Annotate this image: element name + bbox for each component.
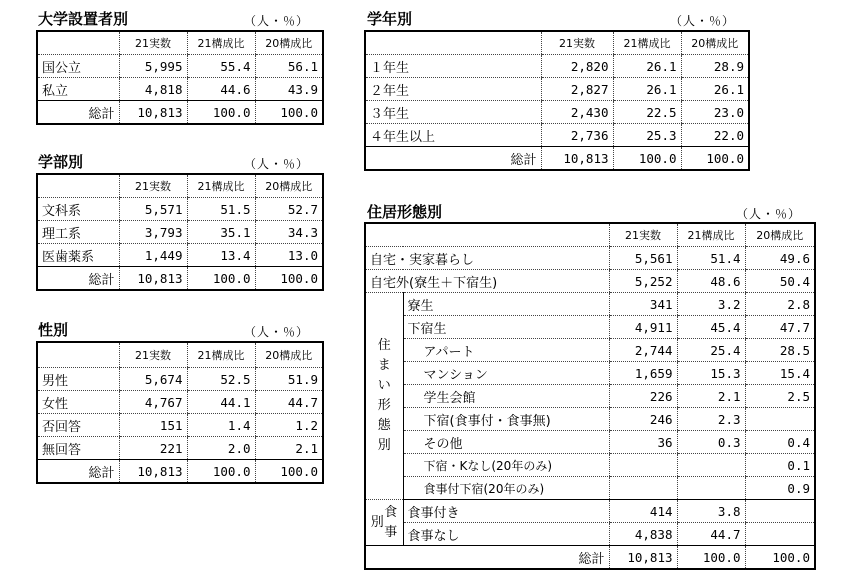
table-row: 理工系 3,793 35.1 34.3 — [37, 221, 323, 244]
header-row: 21実数 21構成比 20構成比 — [365, 31, 749, 55]
table-row: 下宿(食事付・食事無) 246 2.3 — [365, 408, 815, 431]
total-row: 総計 10,813 100.0 100.0 — [37, 460, 323, 484]
faculty-title: 学部別 — [38, 153, 84, 171]
table-row: ２年生 2,827 26.1 26.1 — [365, 78, 749, 101]
table-row: 女性 4,767 44.1 44.7 — [37, 391, 323, 414]
univ-title: 大学設置者別 — [38, 10, 129, 28]
table-row: 文科系 5,571 51.5 52.7 — [37, 198, 323, 221]
table-row: 国公立 5,995 55.4 56.1 — [37, 55, 323, 78]
total-row: 総計 10,813 100.0 100.0 — [365, 147, 749, 171]
meal-side-label: 別食事 — [365, 500, 403, 546]
gender-unit: （人・％） — [244, 325, 310, 339]
total-row: 総計 10,813 100.0 100.0 — [365, 546, 815, 570]
faculty-table — [36, 173, 324, 291]
table-row: 無回答 221 2.0 2.1 — [37, 437, 323, 460]
table-row: 下宿・Kなし(20年のみ) 0.1 — [365, 454, 815, 477]
housing-unit: （人・％） — [736, 207, 802, 221]
table-row: 私立 4,818 44.6 43.9 — [37, 78, 323, 101]
table-row: 別食事 食事付き 414 3.8 — [365, 500, 815, 523]
housing-side-label: 住まい形態別 — [365, 293, 403, 500]
faculty-unit: （人・％） — [244, 157, 310, 171]
header-row: 21実数 21構成比 20構成比 — [37, 342, 323, 368]
header-row: 21実数 21構成比 20構成比 — [365, 223, 815, 247]
table-row: １年生 2,820 26.1 28.9 — [365, 55, 749, 78]
table-row: 男性 5,674 52.5 51.9 — [37, 368, 323, 391]
total-row: 総計 10,813 100.0 100.0 — [37, 101, 323, 125]
table-row: 住まい形態別 寮生 341 3.2 2.8 — [365, 293, 815, 316]
housing-title: 住居形態別 — [367, 203, 443, 221]
univ-unit: （人・％） — [244, 14, 310, 28]
table-row: ３年生 2,430 22.5 23.0 — [365, 101, 749, 124]
grade-unit: （人・％） — [670, 14, 736, 28]
table-row: 下宿生 4,911 45.4 47.7 — [365, 316, 815, 339]
table-row: ４年生以上 2,736 25.3 22.0 — [365, 124, 749, 147]
table-row: アパート 2,744 25.4 28.5 — [365, 339, 815, 362]
total-row: 総計 10,813 100.0 100.0 — [37, 267, 323, 291]
table-row: 食事付下宿(20年のみ) 0.9 — [365, 477, 815, 500]
table-row: 否回答 151 1.4 1.2 — [37, 414, 323, 437]
table-row: 医歯薬系 1,449 13.4 13.0 — [37, 244, 323, 267]
table-row: マンション 1,659 15.3 15.4 — [365, 362, 815, 385]
table-row: 食事なし 4,838 44.7 — [365, 523, 815, 546]
table-row: その他 36 0.3 0.4 — [365, 431, 815, 454]
housing-table — [364, 222, 816, 570]
grade-title: 学年別 — [367, 10, 413, 28]
table-row: 自宅・実家暮らし 5,561 51.4 49.6 — [365, 247, 815, 270]
table-row: 学生会館 226 2.1 2.5 — [365, 385, 815, 408]
univ-table — [36, 30, 324, 125]
gender-title: 性別 — [38, 321, 69, 339]
table-row: 自宅外(寮生＋下宿生) 5,252 48.6 50.4 — [365, 270, 815, 293]
grade-table — [364, 30, 750, 171]
header-row: 21実数 21構成比 20構成比 — [37, 31, 323, 55]
header-row: 21実数 21構成比 20構成比 — [37, 174, 323, 198]
gender-table — [36, 341, 324, 484]
